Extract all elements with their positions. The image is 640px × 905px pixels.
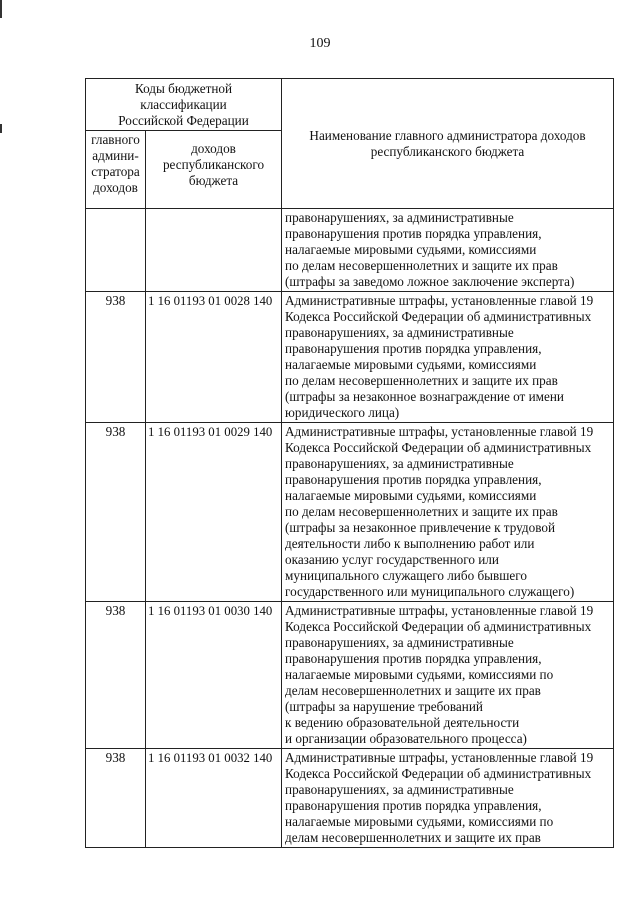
revenue-name-line: Кодекса Российской Федерации об административных: [285, 619, 592, 634]
revenue-name-line: Административные штрафы, установленные главой 19: [285, 293, 594, 308]
revenue-name-cell: [282, 209, 614, 292]
revenue-name-line: и организации образовательного процесса): [285, 731, 527, 746]
header-text-line: республиканского бюджета: [370, 143, 525, 159]
revenue-code-cell: 1 16 01193 01 0028 140: [146, 292, 282, 423]
header-text-line: доходов: [191, 141, 236, 156]
revenue-name-line: муниципального служащего либо бывшего: [285, 568, 527, 583]
header-text-line: стратора: [91, 164, 140, 179]
administrator-code-cell: 938: [86, 423, 146, 602]
revenue-name-line: (штрафы за нарушение требований: [285, 699, 483, 714]
revenue-name-line: Кодекса Российской Федерации об административных: [285, 766, 592, 781]
table-row: [86, 423, 614, 602]
revenue-code-cell: 1 16 01193 01 0029 140: [146, 423, 282, 602]
page-number: 109: [309, 36, 331, 51]
header-text-line: республиканского: [162, 157, 265, 172]
revenue-name-cell: [282, 602, 614, 749]
revenue-code-cell: 1 16 01193 01 0030 140: [146, 602, 282, 749]
revenue-name-line: правонарушения против порядка управления,: [285, 651, 542, 666]
table-row: [86, 292, 614, 423]
revenue-code-cell: 1 16 01193 01 0032 140: [146, 749, 282, 848]
revenue-name-line: правонарушениях, за административные: [285, 782, 514, 797]
revenue-name-line: правонарушения против порядка управления,: [285, 472, 542, 487]
revenue-name-line: Кодекса Российской Федерации об административных: [285, 440, 592, 455]
revenue-name-line: правонарушениях, за административные: [285, 210, 514, 225]
header-text-line: классификации: [140, 97, 227, 112]
header-text-line: главного: [91, 132, 140, 147]
revenue-name-line: к ведению образовательной деятельности: [285, 715, 520, 730]
header-text-line: доходов: [93, 180, 138, 195]
administrator-code-cell: 938: [86, 292, 146, 423]
scan-edge-mark: [0, 0, 2, 18]
header-text-line: Коды бюджетной: [134, 81, 233, 96]
revenue-name-line: правонарушениях, за административные: [285, 325, 514, 340]
revenue-name-cell: [282, 749, 614, 848]
table-row: [86, 209, 614, 292]
revenue-name-line: по делам несовершеннолетних и защите их прав: [285, 373, 558, 388]
revenue-name-line: правонарушениях, за административные: [285, 456, 514, 471]
revenue-name-line: правонарушения против порядка управления,: [285, 341, 542, 356]
revenue-name-line: налагаемые мировыми судьями, комиссиями: [285, 357, 537, 372]
administrator-code-cell: 938: [86, 749, 146, 848]
revenue-name-line: делам несовершеннолетних и защите их прав: [285, 830, 541, 845]
revenue-name-line: Административные штрафы, установленные главой 19: [285, 603, 594, 618]
revenue-name-line: оказанию услуг государственного или: [285, 552, 499, 567]
revenue-name-line: (штрафы за незаконное вознаграждение от имени: [285, 389, 564, 404]
revenue-name-line: правонарушения против порядка управления,: [285, 798, 542, 813]
header-revenue-code: [146, 131, 282, 209]
revenue-name-line: налагаемые мировыми судьями, комиссиями по: [285, 814, 554, 829]
header-text-line: Российской Федерации: [118, 113, 249, 128]
revenue-name-line: Административные штрафы, установленные главой 19: [285, 750, 594, 765]
header-text-line: Наименование главного администратора доходов: [309, 127, 586, 143]
scan-edge-mark: [0, 124, 2, 133]
revenue-name-line: делам несовершеннолетних и защите их прав: [285, 683, 541, 698]
administrator-code-cell: [86, 209, 146, 292]
revenue-name-line: Административные штрафы, установленные главой 19: [285, 424, 594, 439]
header-administrator-name: [282, 79, 614, 209]
budget-classification-table: [85, 78, 614, 848]
table-header-row: [86, 79, 614, 131]
revenue-name-cell: [282, 292, 614, 423]
revenue-name-line: юридического лица): [285, 405, 400, 420]
revenue-name-cell: [282, 423, 614, 602]
revenue-name-line: Кодекса Российской Федерации об административных: [285, 309, 592, 324]
header-main-administrator: [86, 131, 146, 209]
header-budget-codes: [86, 79, 282, 131]
revenue-code-cell: [146, 209, 282, 292]
revenue-name-line: деятельности либо к выполнению работ или: [285, 536, 535, 551]
revenue-name-line: государственного или муниципального служащего): [285, 584, 575, 599]
revenue-name-line: налагаемые мировыми судьями, комиссиями по: [285, 667, 554, 682]
table-row: [86, 749, 614, 848]
revenue-name-line: по делам несовершеннолетних и защите их прав: [285, 504, 558, 519]
table-row: [86, 602, 614, 749]
revenue-name-line: по делам несовершеннолетних и защите их прав: [285, 258, 558, 273]
revenue-name-line: налагаемые мировыми судьями, комиссиями: [285, 488, 537, 503]
revenue-name-line: налагаемые мировыми судьями, комиссиями: [285, 242, 537, 257]
revenue-name-line: (штрафы за заведомо ложное заключение эксперта): [285, 274, 575, 289]
revenue-name-line: правонарушениях, за административные: [285, 635, 514, 650]
revenue-name-line: (штрафы за незаконное привлечение к трудовой: [285, 520, 555, 535]
header-text-line: админи-: [92, 148, 139, 163]
header-text-line: бюджета: [188, 173, 239, 188]
revenue-name-line: правонарушения против порядка управления,: [285, 226, 542, 241]
administrator-code-cell: 938: [86, 602, 146, 749]
